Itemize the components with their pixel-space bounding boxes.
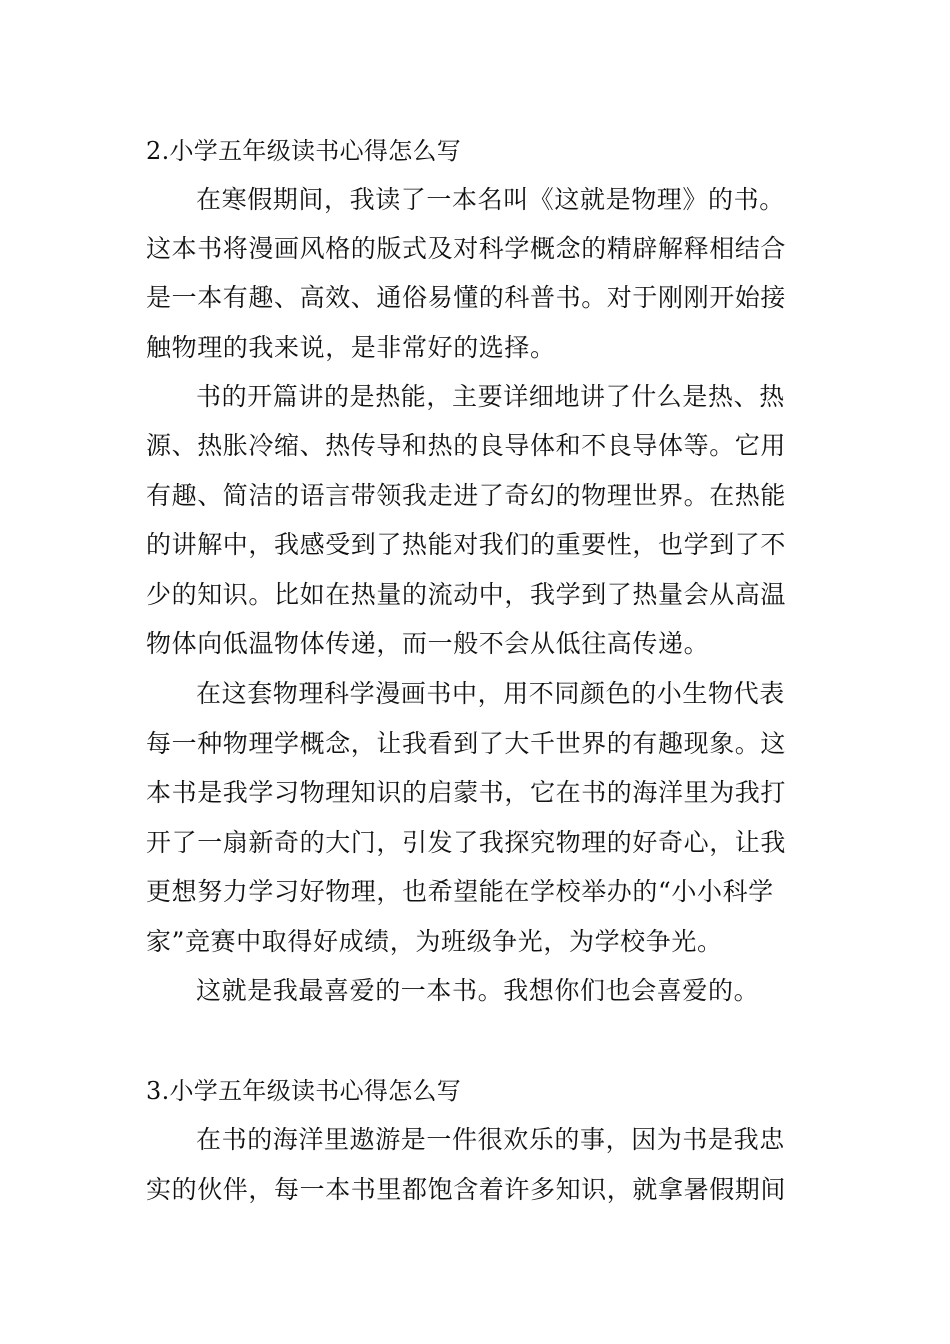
section-3-line-2: 实的伙伴，每一本书里都饱含着许多知识，就拿暑假期间 xyxy=(146,1175,787,1204)
section-2-line-7: 有趣、简洁的语言带领我走进了奇幻的物理世界。在热能 xyxy=(146,481,787,510)
section-2-line-2: 这本书将漫画风格的版式及对科学概念的精辟解释相结合 xyxy=(146,234,787,263)
section-2-line-14: 开了一扇新奇的大门，引发了我探究物理的好奇心，让我 xyxy=(146,828,787,857)
section-2-line-11: 在这套物理科学漫画书中，用不同颜色的小生物代表 xyxy=(196,679,785,708)
section-2-line-10: 物体向低温物体传递，而一般不会从低往高传递。 xyxy=(146,629,710,658)
section-3-line-1: 在书的海洋里遨游是一件很欢乐的事，因为书是我忠 xyxy=(196,1125,785,1154)
section-2-line-8: 的讲解中，我感受到了热能对我们的重要性，也学到了不 xyxy=(146,530,787,559)
section-2-line-16: 家”竞赛中取得好成绩，为班级争光，为学校争光。 xyxy=(146,927,723,956)
section-3-heading: 3.小学五年级读书心得怎么写 xyxy=(146,1077,462,1105)
section-2-line-3: 是一本有趣、高效、通俗易懂的科普书。对于刚刚开始接 xyxy=(146,283,787,312)
section-2-heading: 2.小学五年级读书心得怎么写 xyxy=(146,137,462,165)
section-2-line-4: 触物理的我来说，是非常好的选择。 xyxy=(146,333,556,362)
section-2-line-1: 在寒假期间，我读了一本名叫《这就是物理》的书。 xyxy=(196,185,785,214)
section-2-line-9: 少的知识。比如在热量的流动中，我学到了热量会从高温 xyxy=(146,580,787,609)
section-2-line-15: 更想努力学习好物理，也希望能在学校举办的“小小科学 xyxy=(146,877,774,906)
section-2-line-17: 这就是我最喜爱的一本书。我想你们也会喜爱的。 xyxy=(196,976,760,1005)
section-2-line-5: 书的开篇讲的是热能，主要详细地讲了什么是热、热 xyxy=(196,382,785,411)
section-2-line-12: 每一种物理学概念，让我看到了大千世界的有趣现象。这 xyxy=(146,729,787,758)
section-2-line-6: 源、热胀冷缩、热传导和热的良导体和不良导体等。它用 xyxy=(146,431,787,460)
section-2-line-13: 本书是我学习物理知识的启蒙书，它在书的海洋里为我打 xyxy=(146,778,787,807)
